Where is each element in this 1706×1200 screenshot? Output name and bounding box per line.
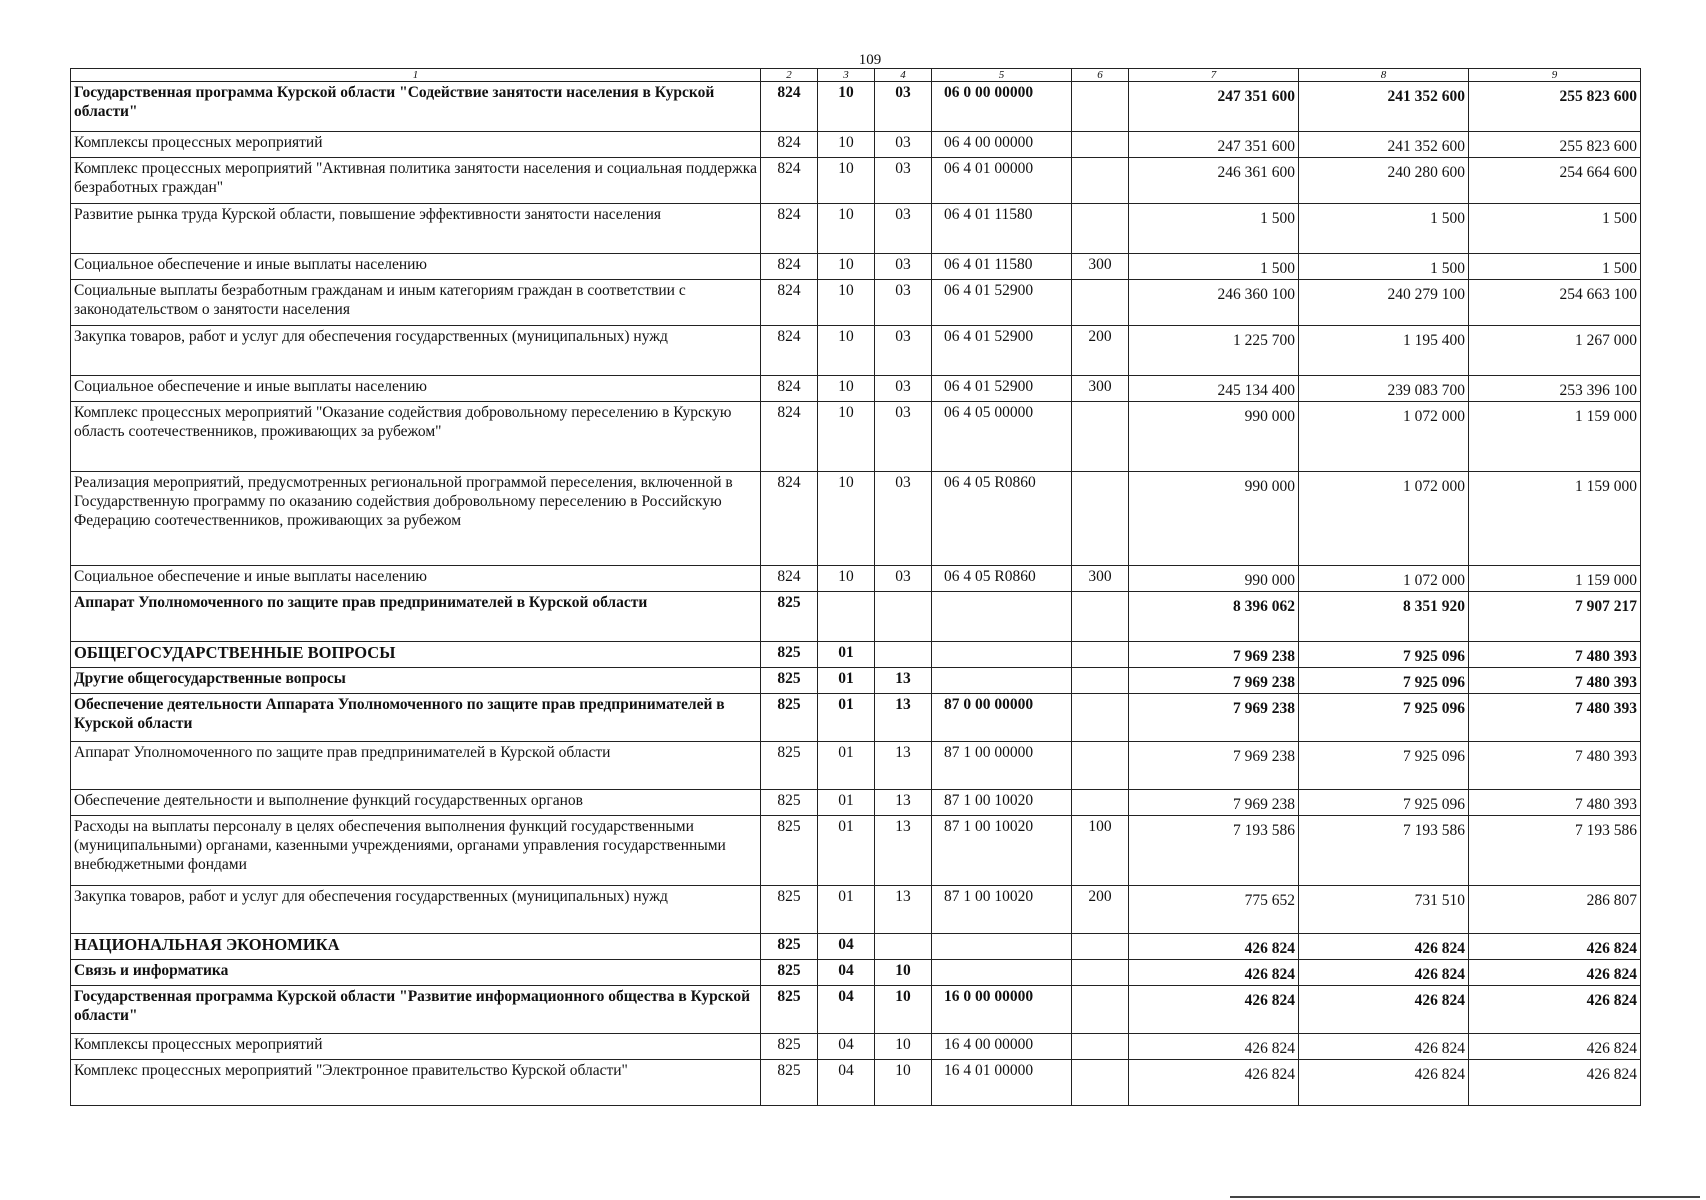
cell-expense-type <box>1072 790 1129 816</box>
cell-amount-2024: 8 396 062 <box>1129 592 1299 642</box>
cell-amount-2026: 254 664 600 <box>1469 158 1641 204</box>
cell-expense-type <box>1072 204 1129 254</box>
cell-expense-type: 200 <box>1072 886 1129 934</box>
cell-expense-type <box>1072 934 1129 960</box>
cell-admin-code: 824 <box>761 472 818 566</box>
cell-description: Связь и информатика <box>71 960 761 986</box>
table-row <box>71 82 1641 132</box>
cell-target-article <box>932 668 1072 694</box>
cell-admin-code: 825 <box>761 886 818 934</box>
cell-expense-type: 300 <box>1072 376 1129 402</box>
cell-description: Расходы на выплаты персоналу в целях обеспечения выполнения функций государственными (муниципальными) органами, казенными учреждениями, органами управления государственными внебюджетными фондами <box>71 816 761 886</box>
cell-section: 10 <box>818 158 875 204</box>
cell-subsection: 10 <box>875 1060 932 1106</box>
cell-amount-2026: 7 480 393 <box>1469 668 1641 694</box>
cell-admin-code: 825 <box>761 790 818 816</box>
cell-expense-type <box>1072 960 1129 986</box>
cell-target-article: 87 1 00 10020 <box>932 816 1072 886</box>
cell-expense-type <box>1072 158 1129 204</box>
cell-subsection: 03 <box>875 158 932 204</box>
cell-description: Аппарат Уполномоченного по защите прав предпринимателей в Курской области <box>71 742 761 790</box>
cell-amount-2025: 426 824 <box>1299 1060 1469 1106</box>
header-cell-col5: 5 <box>932 69 1072 82</box>
cell-description: Комплексы процессных мероприятий <box>71 132 761 158</box>
cell-amount-2025: 426 824 <box>1299 934 1469 960</box>
cell-amount-2025: 7 925 096 <box>1299 642 1469 668</box>
cell-target-article: 06 4 01 52900 <box>932 376 1072 402</box>
cell-section: 10 <box>818 280 875 326</box>
header-cell-col4: 4 <box>875 69 932 82</box>
cell-expense-type <box>1072 402 1129 472</box>
cell-description: Социальное обеспечение и иные выплаты населению <box>71 254 761 280</box>
cell-amount-2024: 7 969 238 <box>1129 694 1299 742</box>
cell-target-article: 16 0 00 00000 <box>932 986 1072 1034</box>
cell-description: Социальное обеспечение и иные выплаты населению <box>71 376 761 402</box>
cell-section: 10 <box>818 204 875 254</box>
cell-subsection: 10 <box>875 1034 932 1060</box>
cell-amount-2026: 254 663 100 <box>1469 280 1641 326</box>
cell-amount-2026: 286 807 <box>1469 886 1641 934</box>
cell-amount-2026: 7 193 586 <box>1469 816 1641 886</box>
cell-description: Комплекс процессных мероприятий "Электронное правительство Курской области" <box>71 1060 761 1106</box>
cell-expense-type: 200 <box>1072 326 1129 376</box>
table-row <box>71 694 1641 742</box>
cell-amount-2026: 1 159 000 <box>1469 566 1641 592</box>
cell-admin-code: 824 <box>761 158 818 204</box>
cell-section: 01 <box>818 886 875 934</box>
cell-target-article: 06 4 05 R0860 <box>932 472 1072 566</box>
cell-target-article: 06 4 01 11580 <box>932 204 1072 254</box>
cell-admin-code: 824 <box>761 280 818 326</box>
cell-amount-2025: 241 352 600 <box>1299 132 1469 158</box>
cell-target-article <box>932 642 1072 668</box>
cell-admin-code: 824 <box>761 132 818 158</box>
table-row <box>71 816 1641 886</box>
cell-description: Комплекс процессных мероприятий "Оказание содействия добровольному переселению в Курскую область соотечественников, проживающих за рубежом" <box>71 402 761 472</box>
cell-subsection <box>875 934 932 960</box>
cell-section: 04 <box>818 986 875 1034</box>
cell-admin-code: 824 <box>761 402 818 472</box>
cell-description: Социальное обеспечение и иные выплаты населению <box>71 566 761 592</box>
cell-amount-2024: 246 361 600 <box>1129 158 1299 204</box>
cell-amount-2026: 255 823 600 <box>1469 82 1641 132</box>
table-row <box>71 742 1641 790</box>
cell-description: Государственная программа Курской области "Содействие занятости населения в Курской области" <box>71 82 761 132</box>
cell-subsection: 03 <box>875 132 932 158</box>
cell-section: 04 <box>818 934 875 960</box>
cell-expense-type <box>1072 472 1129 566</box>
cell-section: 04 <box>818 1060 875 1106</box>
table-row <box>71 1034 1641 1060</box>
cell-section: 01 <box>818 642 875 668</box>
cell-expense-type: 100 <box>1072 816 1129 886</box>
cell-section: 10 <box>818 402 875 472</box>
cell-amount-2026: 7 480 393 <box>1469 694 1641 742</box>
table-row <box>71 280 1641 326</box>
cell-admin-code: 825 <box>761 960 818 986</box>
cell-amount-2024: 7 193 586 <box>1129 816 1299 886</box>
cell-amount-2024: 990 000 <box>1129 472 1299 566</box>
cell-expense-type <box>1072 132 1129 158</box>
cell-section: 10 <box>818 326 875 376</box>
table-row <box>71 668 1641 694</box>
cell-admin-code: 824 <box>761 376 818 402</box>
cell-target-article <box>932 960 1072 986</box>
table-row <box>71 960 1641 986</box>
cell-subsection: 03 <box>875 402 932 472</box>
cell-admin-code: 825 <box>761 668 818 694</box>
cell-amount-2026: 1 159 000 <box>1469 472 1641 566</box>
cell-amount-2026: 7 480 393 <box>1469 642 1641 668</box>
cell-expense-type <box>1072 694 1129 742</box>
cell-target-article: 87 0 00 00000 <box>932 694 1072 742</box>
cell-target-article: 06 4 01 52900 <box>932 280 1072 326</box>
cell-amount-2025: 426 824 <box>1299 960 1469 986</box>
cell-subsection: 03 <box>875 82 932 132</box>
cell-description: НАЦИОНАЛЬНАЯ ЭКОНОМИКА <box>71 934 761 960</box>
cell-admin-code: 824 <box>761 326 818 376</box>
cell-amount-2025: 426 824 <box>1299 1034 1469 1060</box>
cell-amount-2025: 1 500 <box>1299 254 1469 280</box>
cell-section: 04 <box>818 960 875 986</box>
cell-amount-2024: 1 500 <box>1129 254 1299 280</box>
cell-description: Реализация мероприятий, предусмотренных региональной программой переселения, включенной в Государственную программу по оказанию содействия добровольному переселению в Российскую Федерацию соотечественников, проживающих за рубежом <box>71 472 761 566</box>
cell-subsection: 13 <box>875 668 932 694</box>
cell-target-article: 16 4 00 00000 <box>932 1034 1072 1060</box>
cell-admin-code: 825 <box>761 742 818 790</box>
cell-description: Обеспечение деятельности Аппарата Уполномоченного по защите прав предпринимателей в Курской области <box>71 694 761 742</box>
page-number: 109 <box>858 52 882 68</box>
cell-section: 10 <box>818 566 875 592</box>
cell-amount-2024: 7 969 238 <box>1129 642 1299 668</box>
cell-subsection: 03 <box>875 472 932 566</box>
table-row <box>71 1060 1641 1106</box>
cell-subsection <box>875 642 932 668</box>
table-row <box>71 566 1641 592</box>
cell-amount-2026: 7 907 217 <box>1469 592 1641 642</box>
cell-amount-2024: 426 824 <box>1129 1060 1299 1106</box>
cell-target-article: 06 4 05 00000 <box>932 402 1072 472</box>
cell-section: 01 <box>818 694 875 742</box>
cell-expense-type <box>1072 1060 1129 1106</box>
cell-admin-code: 824 <box>761 254 818 280</box>
cell-admin-code: 825 <box>761 1060 818 1106</box>
cell-amount-2024: 247 351 600 <box>1129 82 1299 132</box>
cell-admin-code: 825 <box>761 986 818 1034</box>
column-number-header-row <box>71 69 1641 82</box>
cell-section <box>818 592 875 642</box>
cell-section: 01 <box>818 790 875 816</box>
cell-amount-2025: 241 352 600 <box>1299 82 1469 132</box>
cell-admin-code: 825 <box>761 816 818 886</box>
cell-section: 10 <box>818 82 875 132</box>
table-row <box>71 934 1641 960</box>
table-row <box>71 472 1641 566</box>
cell-subsection: 10 <box>875 986 932 1034</box>
cell-amount-2025: 1 072 000 <box>1299 566 1469 592</box>
cell-amount-2025: 240 279 100 <box>1299 280 1469 326</box>
cell-subsection: 13 <box>875 816 932 886</box>
cell-expense-type <box>1072 986 1129 1034</box>
cell-admin-code: 825 <box>761 694 818 742</box>
cell-description: Комплексы процессных мероприятий <box>71 1034 761 1060</box>
cell-amount-2024: 245 134 400 <box>1129 376 1299 402</box>
table-row <box>71 886 1641 934</box>
cell-target-article: 16 4 01 00000 <box>932 1060 1072 1106</box>
table-row <box>71 642 1641 668</box>
cell-amount-2026: 1 267 000 <box>1469 326 1641 376</box>
cell-admin-code: 825 <box>761 642 818 668</box>
cell-target-article: 06 4 00 00000 <box>932 132 1072 158</box>
cell-target-article: 87 1 00 10020 <box>932 790 1072 816</box>
cell-amount-2026: 255 823 600 <box>1469 132 1641 158</box>
table-row <box>71 132 1641 158</box>
cell-section: 04 <box>818 1034 875 1060</box>
cell-amount-2025: 1 072 000 <box>1299 472 1469 566</box>
cell-description: Комплекс процессных мероприятий "Активная политика занятости населения и социальная поддержка безработных граждан" <box>71 158 761 204</box>
table-row <box>71 592 1641 642</box>
cell-amount-2026: 426 824 <box>1469 934 1641 960</box>
cell-expense-type <box>1072 742 1129 790</box>
cell-amount-2024: 1 500 <box>1129 204 1299 254</box>
cell-amount-2025: 7 925 096 <box>1299 668 1469 694</box>
cell-amount-2024: 990 000 <box>1129 402 1299 472</box>
header-cell-col3: 3 <box>818 69 875 82</box>
cell-target-article: 87 1 00 00000 <box>932 742 1072 790</box>
cell-expense-type: 300 <box>1072 254 1129 280</box>
cell-amount-2024: 7 969 238 <box>1129 742 1299 790</box>
cell-amount-2025: 1 072 000 <box>1299 402 1469 472</box>
cell-expense-type <box>1072 1034 1129 1060</box>
cell-subsection: 13 <box>875 694 932 742</box>
cell-amount-2026: 426 824 <box>1469 960 1641 986</box>
cell-subsection: 03 <box>875 254 932 280</box>
cell-description: Развитие рынка труда Курской области, повышение эффективности занятости населения <box>71 204 761 254</box>
cell-amount-2025: 7 925 096 <box>1299 694 1469 742</box>
page-bottom-rule <box>1230 1196 1700 1198</box>
cell-subsection: 03 <box>875 326 932 376</box>
table-body <box>71 69 1641 1106</box>
cell-target-article: 87 1 00 10020 <box>932 886 1072 934</box>
table-row <box>71 204 1641 254</box>
cell-admin-code: 824 <box>761 82 818 132</box>
cell-subsection: 03 <box>875 204 932 254</box>
header-cell-col8: 8 <box>1299 69 1469 82</box>
cell-admin-code: 825 <box>761 1034 818 1060</box>
cell-target-article <box>932 592 1072 642</box>
cell-amount-2025: 240 280 600 <box>1299 158 1469 204</box>
cell-amount-2026: 1 500 <box>1469 204 1641 254</box>
cell-section: 10 <box>818 472 875 566</box>
cell-subsection <box>875 592 932 642</box>
cell-admin-code: 825 <box>761 934 818 960</box>
cell-description: Аппарат Уполномоченного по защите прав предпринимателей в Курской области <box>71 592 761 642</box>
header-cell-col1: 1 <box>71 69 761 82</box>
header-cell-col9: 9 <box>1469 69 1641 82</box>
cell-subsection: 13 <box>875 886 932 934</box>
cell-amount-2026: 7 480 393 <box>1469 790 1641 816</box>
cell-amount-2024: 7 969 238 <box>1129 668 1299 694</box>
cell-amount-2025: 8 351 920 <box>1299 592 1469 642</box>
table-row <box>71 158 1641 204</box>
cell-section: 01 <box>818 816 875 886</box>
cell-amount-2024: 426 824 <box>1129 934 1299 960</box>
cell-expense-type: 300 <box>1072 566 1129 592</box>
cell-amount-2025: 1 500 <box>1299 204 1469 254</box>
cell-expense-type <box>1072 280 1129 326</box>
cell-amount-2025: 731 510 <box>1299 886 1469 934</box>
table-row <box>71 402 1641 472</box>
header-cell-col6: 6 <box>1072 69 1129 82</box>
cell-amount-2025: 426 824 <box>1299 986 1469 1034</box>
cell-amount-2026: 1 500 <box>1469 254 1641 280</box>
cell-amount-2026: 7 480 393 <box>1469 742 1641 790</box>
cell-description: Социальные выплаты безработным гражданам и иным категориям граждан в соответствии с законодательством о занятости населения <box>71 280 761 326</box>
cell-description: Обеспечение деятельности и выполнение функций государственных органов <box>71 790 761 816</box>
cell-amount-2024: 247 351 600 <box>1129 132 1299 158</box>
table-row <box>71 986 1641 1034</box>
cell-expense-type <box>1072 642 1129 668</box>
cell-amount-2024: 1 225 700 <box>1129 326 1299 376</box>
cell-expense-type <box>1072 668 1129 694</box>
cell-amount-2024: 246 360 100 <box>1129 280 1299 326</box>
cell-amount-2025: 239 083 700 <box>1299 376 1469 402</box>
cell-amount-2024: 426 824 <box>1129 960 1299 986</box>
cell-subsection: 03 <box>875 280 932 326</box>
cell-target-article: 06 4 01 00000 <box>932 158 1072 204</box>
cell-amount-2026: 253 396 100 <box>1469 376 1641 402</box>
cell-amount-2024: 426 824 <box>1129 986 1299 1034</box>
header-cell-col2: 2 <box>761 69 818 82</box>
budget-table <box>70 68 1641 1106</box>
header-cell-col7: 7 <box>1129 69 1299 82</box>
cell-target-article: 06 4 01 11580 <box>932 254 1072 280</box>
cell-amount-2024: 426 824 <box>1129 1034 1299 1060</box>
cell-subsection: 03 <box>875 566 932 592</box>
cell-description: Закупка товаров, работ и услуг для обеспечения государственных (муниципальных) нужд <box>71 326 761 376</box>
cell-section: 01 <box>818 668 875 694</box>
table-row <box>71 376 1641 402</box>
cell-amount-2026: 1 159 000 <box>1469 402 1641 472</box>
cell-subsection: 13 <box>875 742 932 790</box>
cell-target-article: 06 0 00 00000 <box>932 82 1072 132</box>
cell-expense-type <box>1072 592 1129 642</box>
cell-description: Другие общегосударственные вопросы <box>71 668 761 694</box>
table-row <box>71 790 1641 816</box>
cell-description: ОБЩЕГОСУДАРСТВЕННЫЕ ВОПРОСЫ <box>71 642 761 668</box>
cell-amount-2024: 775 652 <box>1129 886 1299 934</box>
table-row <box>71 254 1641 280</box>
cell-amount-2025: 7 925 096 <box>1299 742 1469 790</box>
cell-amount-2026: 426 824 <box>1469 1060 1641 1106</box>
cell-target-article: 06 4 01 52900 <box>932 326 1072 376</box>
cell-section: 10 <box>818 376 875 402</box>
table-row <box>71 326 1641 376</box>
cell-description: Закупка товаров, работ и услуг для обеспечения государственных (муниципальных) нужд <box>71 886 761 934</box>
cell-target-article <box>932 934 1072 960</box>
cell-amount-2026: 426 824 <box>1469 986 1641 1034</box>
cell-admin-code: 824 <box>761 204 818 254</box>
cell-amount-2024: 7 969 238 <box>1129 790 1299 816</box>
cell-subsection: 13 <box>875 790 932 816</box>
cell-subsection: 10 <box>875 960 932 986</box>
cell-amount-2025: 7 193 586 <box>1299 816 1469 886</box>
cell-target-article: 06 4 05 R0860 <box>932 566 1072 592</box>
cell-section: 10 <box>818 132 875 158</box>
cell-amount-2025: 1 195 400 <box>1299 326 1469 376</box>
cell-section: 01 <box>818 742 875 790</box>
cell-admin-code: 825 <box>761 592 818 642</box>
cell-amount-2024: 990 000 <box>1129 566 1299 592</box>
cell-subsection: 03 <box>875 376 932 402</box>
cell-expense-type <box>1072 82 1129 132</box>
cell-section: 10 <box>818 254 875 280</box>
cell-amount-2025: 7 925 096 <box>1299 790 1469 816</box>
cell-description: Государственная программа Курской области "Развитие информационного общества в Курской области" <box>71 986 761 1034</box>
cell-admin-code: 824 <box>761 566 818 592</box>
cell-amount-2026: 426 824 <box>1469 1034 1641 1060</box>
